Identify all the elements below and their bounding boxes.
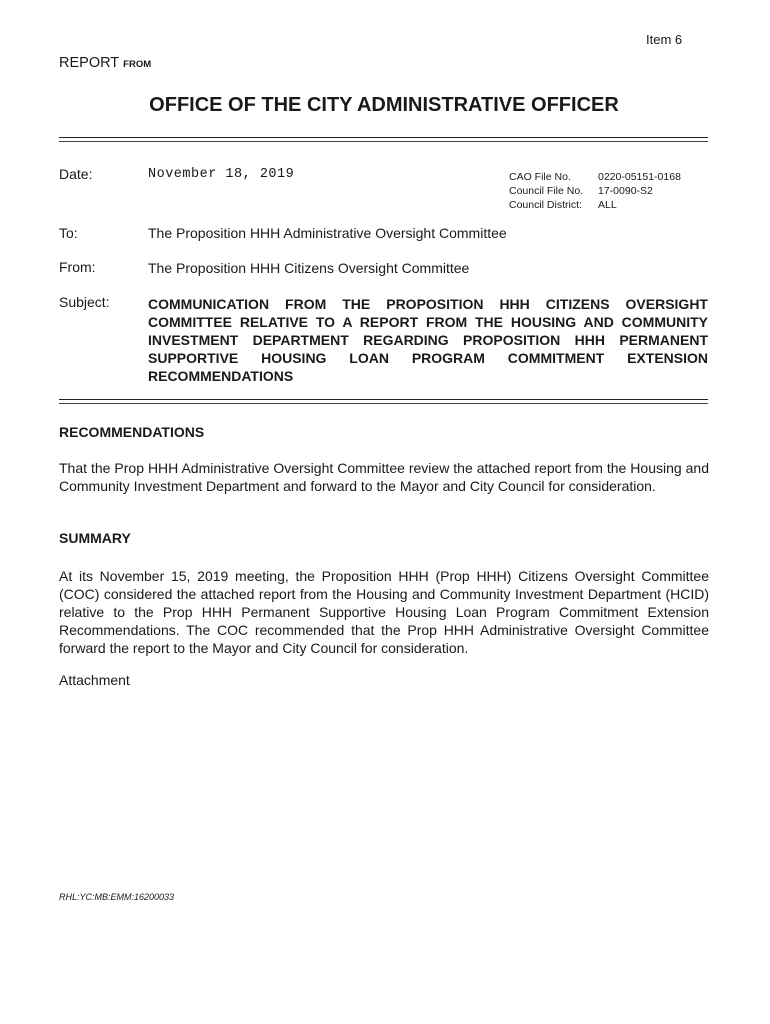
date-label: Date:: [59, 166, 93, 182]
date-value: November 18, 2019: [148, 167, 295, 182]
top-divider: [59, 137, 708, 138]
report-label: REPORT: [59, 55, 120, 71]
top-divider-secondary: [59, 141, 708, 142]
file-info-values: [598, 170, 681, 212]
to-value: The Proposition HHH Administrative Oversight Committee: [148, 225, 507, 241]
subject-label: Subject:: [59, 294, 110, 310]
recommendations-body: That the Prop HHH Administrative Oversight Committee review the attached report from the Housing and Community Investment Department and forward to the Mayor and City Council for consideration.: [59, 460, 709, 494]
council-district-label: Council District:: [509, 199, 582, 211]
item-number: Item 6: [646, 32, 683, 47]
from-value: The Proposition HHH Citizens Oversight Committee: [148, 260, 470, 276]
summary-body: At its November 15, 2019 meeting, the Proposition HHH (Prop HHH) Citizens Oversight Committee (COC) considered the attached report from the Housing and Community Investment Department (HCID) relative to the Prop HHH Permanent Supportive Housing Loan Program Commitment Extension Recommendations. The COC recommended that the Prop HHH Administrative Oversight Committee forward the report to the Mayor and City Council for consideration.: [59, 568, 709, 656]
report-from-label: [59, 55, 151, 71]
subject-value: COMMUNICATION FROM THE PROPOSITION HHH CITIZENS OVERSIGHT COMMITTEE RELATIVE TO A REPORT FROM THE HOUSING AND COMMUNITY INVESTMENT DEPARTMENT REGARDING PROPOSITION HHH PERMANENT SUPPORTIVE HOUSING LOAN PROGRAM COMMITMENT EXTENSION RECOMMENDATIONS: [148, 296, 708, 384]
file-info-labels: [509, 170, 583, 212]
to-label: To:: [59, 225, 78, 241]
footer-reference: RHL:YC:MB:EMM:16200033: [59, 892, 175, 902]
from-label: From:: [59, 259, 96, 275]
council-file-value: 17-0090-S2: [598, 185, 653, 197]
office-title: OFFICE OF THE CITY ADMINISTRATIVE OFFICER: [149, 94, 619, 116]
subject-divider: [59, 399, 708, 400]
from-small-label: FROM: [123, 59, 152, 70]
council-district-value: ALL: [598, 199, 617, 211]
summary-heading: SUMMARY: [59, 530, 131, 546]
attachment-label: Attachment: [59, 672, 130, 688]
council-file-label: Council File No.: [509, 185, 584, 197]
cao-file-label: CAO File No.: [509, 171, 571, 183]
cao-file-value: 0220-05151-0168: [598, 171, 681, 183]
subject-divider-secondary: [59, 403, 708, 404]
recommendations-heading: RECOMMENDATIONS: [59, 424, 205, 440]
